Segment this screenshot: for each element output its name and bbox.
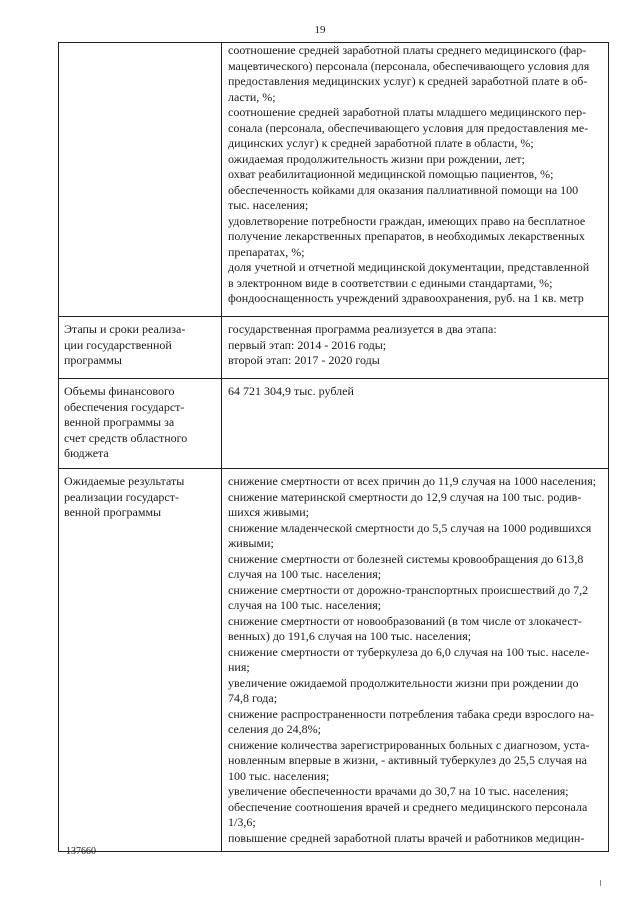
scan-mark	[600, 880, 601, 886]
row-label-expected-results	[59, 469, 222, 852]
text-line: Объемы финансового	[64, 384, 175, 398]
text-line: новленным впервые в жизни, - активный туберкулез до 25,5 случая на	[228, 753, 587, 767]
text-line: в электронном виде в соответствии с едиными стандартами, %;	[228, 275, 553, 290]
text-line: обеспечения государст-	[64, 399, 185, 414]
text-line: увеличение обеспеченности врачами до 30,7 на 10 тыс. населения;	[228, 784, 569, 798]
text-line: 74,8 года;	[228, 691, 278, 705]
text-line: препаратах, %;	[228, 244, 305, 259]
text-line: 64 721 304,9 тыс. рублей	[228, 384, 354, 398]
row-value-expected-results	[222, 469, 609, 852]
text-line: снижение смертности от туберкулеза до 6,0 случая на 100 тыс. населе-	[228, 644, 590, 659]
text-line: тыс. населения;	[228, 198, 309, 212]
text-line: предоставления медицинских услуг) к средней заработной плате в об-	[228, 74, 588, 88]
document-code: 137660	[66, 846, 96, 857]
row-label-funding	[59, 379, 222, 469]
text-line: повышение средней заработной платы врачей и работников медицин-	[228, 830, 585, 845]
text-line: снижение смертности от новообразований (в том числе от злокачест-	[228, 613, 582, 628]
row-value-stages	[222, 317, 609, 379]
text-line: живыми;	[228, 536, 274, 550]
text-line: государственная программа реализуется в два этапа:	[228, 322, 497, 336]
text-line: Этапы и сроки реализа-	[64, 322, 186, 336]
text-line: случая на 100 тыс. населения;	[228, 567, 382, 581]
text-line: венной программы	[64, 505, 162, 519]
table-row-indicators	[59, 43, 609, 317]
text-line: обеспечение соотношения врачей и среднего медицинского персонала	[228, 799, 588, 814]
text-line: селения до 24,8%;	[228, 722, 321, 736]
text-line: счет средств областного	[64, 430, 188, 445]
text-line: снижение материнской смертности до 12,9 случая на 100 тыс. родив-	[228, 489, 582, 504]
text-line: дицинских услуг) к средней заработной плате в области, %;	[228, 136, 534, 150]
text-line: мацевтического) персонала (персонала, обеспечивающего условия для	[228, 58, 590, 73]
text-line: венной программы за	[64, 415, 175, 429]
text-line: соотношение средней заработной платы младшего медицинского пер-	[228, 105, 587, 119]
text-line: получение лекарственных препаратов, в необходимых лекарственных	[228, 229, 585, 243]
row-label-empty	[59, 43, 222, 317]
text-line: первый этап: 2014 - 2016 годы;	[228, 337, 387, 352]
text-line: ния;	[228, 660, 250, 674]
text-line: венных) до 191,6 случая на 100 тыс. населения;	[228, 629, 472, 643]
text-line: второй этап: 2017 - 2020 годы	[228, 353, 380, 367]
table-row-funding	[59, 379, 609, 469]
text-line: программы	[64, 353, 122, 367]
program-passport-table	[58, 42, 609, 852]
row-value-indicators	[222, 43, 609, 317]
text-line: соотношение средней заработной платы среднего медицинского (фар-	[228, 43, 587, 57]
text-line: ожидаемая продолжительность жизни при рождении, лет;	[228, 151, 525, 166]
text-line: снижение смертности от дорожно-транспортных происшествий до 7,2	[228, 582, 589, 597]
text-line: фондооснащенность учреждений здравоохранения, руб. на 1 кв. метр	[228, 291, 584, 305]
text-line: снижение распространенности потребления табака среди взрослого на-	[228, 706, 595, 721]
text-line: ции государственной	[64, 337, 172, 352]
text-line: увеличение ожидаемой продолжительности жизни при рождении до	[228, 675, 579, 690]
text-line: снижение смертности от болезней системы кровообращения до 613,8	[228, 551, 584, 566]
text-line: удовлетворение потребности граждан, имеющих право на бесплатное	[228, 213, 586, 228]
text-line: доля учетной и отчетной медицинской документации, представленной	[228, 260, 590, 274]
table-row-expected-results	[59, 469, 609, 852]
text-line: бюджета	[64, 446, 109, 460]
text-line: случая на 100 тыс. населения;	[228, 598, 382, 612]
text-line: 100 тыс. населения;	[228, 768, 330, 783]
row-label-stages	[59, 317, 222, 379]
text-line: сонала (персонала, обеспечивающего условия для предоставления ме-	[228, 120, 589, 135]
text-line: 1/3,6;	[228, 815, 256, 829]
row-value-funding	[222, 379, 609, 469]
page-number: 19	[314, 24, 326, 36]
table-row-stages	[59, 317, 609, 379]
text-line: снижение количества зарегистрированных больных с диагнозом, уста-	[228, 737, 590, 752]
text-line: шихся живыми;	[228, 505, 309, 519]
text-line: охват реабилитационной медицинской помощью пациентов, %;	[228, 167, 554, 181]
text-line: обеспеченность койками для оказания паллиативной помощи на 100	[228, 182, 579, 197]
text-line: Ожидаемые результаты	[64, 474, 185, 488]
text-line: снижение смертности от всех причин до 11,9 случая на 1000 населения;	[228, 474, 597, 488]
text-line: снижение младенческой смертности до 5,5 случая на 1000 родившихся	[228, 520, 592, 535]
text-line: реализации государст-	[64, 489, 179, 504]
text-line: ласти, %;	[228, 89, 276, 104]
